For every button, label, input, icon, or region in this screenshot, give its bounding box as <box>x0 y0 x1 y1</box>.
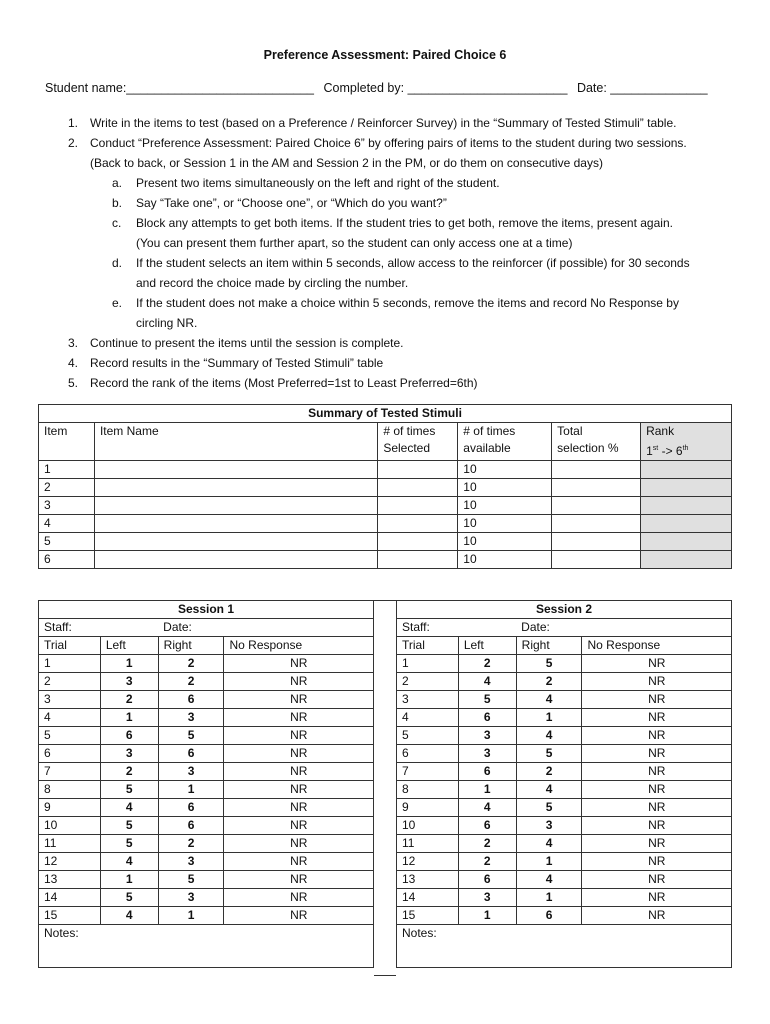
trial-row <box>39 907 374 925</box>
trial-nr[interactable]: NR <box>582 781 732 799</box>
substep-text: Block any attempts to get both items. If the student tries to get both, remove the items, present again. <box>136 216 673 230</box>
trial-nr[interactable]: NR <box>224 655 374 673</box>
col-rank: Rank <box>641 423 732 441</box>
trial-row <box>397 817 732 835</box>
trial-right[interactable]: 6 <box>516 907 582 925</box>
trial-row <box>397 835 732 853</box>
trial-trial: 3 <box>397 691 459 709</box>
trial-trial: 15 <box>39 907 101 925</box>
trial-nr[interactable]: NR <box>582 673 732 691</box>
col-item-name-cont <box>94 440 377 461</box>
trial-right[interactable]: 4 <box>516 691 582 709</box>
trial-left[interactable]: 3 <box>458 745 516 763</box>
trial-trial: 13 <box>39 871 101 889</box>
trial-right[interactable]: 4 <box>516 727 582 745</box>
trial-left[interactable]: 5 <box>100 781 158 799</box>
step-text: Conduct “Preference Assessment: Paired Choice 6” by offering pairs of items to the student during two sessions. <box>90 136 687 150</box>
trial-right[interactable]: 2 <box>158 835 224 853</box>
trial-nr[interactable]: NR <box>224 817 374 835</box>
substep-text: Say “Take one”, or “Choose one”, or “Which do you want?” <box>136 196 447 210</box>
times-selected-cell[interactable] <box>378 479 458 497</box>
trial-row <box>397 727 732 745</box>
trial-nr[interactable]: NR <box>582 709 732 727</box>
session-1-date[interactable]: Date: <box>158 619 373 637</box>
total-selection-cell[interactable] <box>552 533 641 551</box>
col-item-cont <box>39 440 95 461</box>
trial-trial: 1 <box>397 655 459 673</box>
trial-nr[interactable]: NR <box>582 655 732 673</box>
trial-nr[interactable]: NR <box>582 889 732 907</box>
col-left: Left <box>458 637 516 655</box>
trial-left[interactable]: 3 <box>458 727 516 745</box>
trial-nr[interactable]: NR <box>224 709 374 727</box>
col-rank-range <box>641 440 732 461</box>
trial-trial: 10 <box>397 817 459 835</box>
trial-trial: 6 <box>397 745 459 763</box>
trial-left[interactable]: 2 <box>100 691 158 709</box>
trial-right[interactable]: 6 <box>158 745 224 763</box>
rank-cell[interactable] <box>641 461 732 479</box>
item: 3 <box>39 497 95 515</box>
col-item: Item <box>39 423 95 441</box>
trial-row <box>39 727 374 745</box>
trial-trial: 5 <box>397 727 459 745</box>
trial-right[interactable]: 1 <box>158 781 224 799</box>
trial-left[interactable]: 6 <box>458 817 516 835</box>
session-2-title: Session 2 <box>397 601 732 619</box>
trial-trial: 10 <box>39 817 101 835</box>
trial-right[interactable]: 5 <box>158 727 224 745</box>
instruction-step <box>40 133 740 153</box>
trial-right[interactable]: 3 <box>158 763 224 781</box>
times-available: 10 <box>458 515 552 533</box>
trial-trial: 5 <box>39 727 101 745</box>
substep-letter: c. <box>112 216 122 230</box>
substep-letter: e. <box>112 296 123 310</box>
trial-right[interactable]: 3 <box>158 853 224 871</box>
trial-row <box>39 673 374 691</box>
trial-right[interactable]: 1 <box>516 709 582 727</box>
step-text: Continue to present the items until the session is complete. <box>90 336 404 350</box>
substep-text: (You can present them further apart, so the student can only access one at a time) <box>136 236 573 250</box>
trial-row <box>397 691 732 709</box>
rank-cell[interactable] <box>641 551 732 569</box>
substep-letter: d. <box>112 256 123 270</box>
trial-row <box>397 655 732 673</box>
trial-right[interactable]: 6 <box>158 691 224 709</box>
substep-text: circling NR. <box>136 316 198 330</box>
trial-right[interactable]: 1 <box>516 853 582 871</box>
col-left: Left <box>100 637 158 655</box>
trial-trial: 8 <box>397 781 459 799</box>
instruction-substep-cont <box>40 233 740 253</box>
col-no-response: No Response <box>224 637 374 655</box>
col-total-cont: selection % <box>552 440 641 461</box>
trial-trial: 12 <box>39 853 101 871</box>
trial-left[interactable]: 6 <box>458 709 516 727</box>
trial-trial: 8 <box>39 781 101 799</box>
trial-left[interactable]: 4 <box>100 853 158 871</box>
session-2-staff[interactable]: Staff: <box>397 619 517 637</box>
header-fields <box>45 81 735 95</box>
step-number: 5. <box>68 376 79 390</box>
trial-row <box>39 817 374 835</box>
session-2-notes[interactable]: Notes: <box>397 925 732 968</box>
total-selection-cell[interactable] <box>552 515 641 533</box>
trial-nr[interactable]: NR <box>582 745 732 763</box>
trial-nr[interactable]: NR <box>582 871 732 889</box>
trial-right[interactable]: 5 <box>516 655 582 673</box>
trial-right[interactable]: 1 <box>516 889 582 907</box>
trial-left[interactable]: 6 <box>100 727 158 745</box>
substep-text: If the student selects an item within 5 seconds, allow access to the reinforcer (if possible) for 30 seconds <box>136 256 690 270</box>
trial-nr[interactable]: NR <box>582 727 732 745</box>
summary-row <box>39 533 732 551</box>
times-selected-cell[interactable] <box>378 461 458 479</box>
step-number: 4. <box>68 356 79 370</box>
trial-nr[interactable]: NR <box>224 907 374 925</box>
total-selection-cell[interactable] <box>552 551 641 569</box>
col-selected-cont: Selected <box>378 440 458 461</box>
instruction-substep-cont <box>40 273 740 293</box>
col-right: Right <box>516 637 582 655</box>
trial-trial: 15 <box>397 907 459 925</box>
col-no-response: No Response <box>582 637 732 655</box>
summary-row <box>39 479 732 497</box>
substep-letter: b. <box>112 196 123 210</box>
trial-nr[interactable]: NR <box>582 763 732 781</box>
trial-trial: 9 <box>39 799 101 817</box>
col-right: Right <box>158 637 224 655</box>
trial-nr[interactable]: NR <box>582 835 732 853</box>
trial-left[interactable]: 6 <box>458 871 516 889</box>
instructions <box>40 113 740 393</box>
trial-row <box>397 763 732 781</box>
trial-left[interactable]: 3 <box>100 745 158 763</box>
trial-trial: 4 <box>397 709 459 727</box>
trial-trial: 14 <box>39 889 101 907</box>
trial-row <box>397 745 732 763</box>
item-name-cell[interactable] <box>94 479 377 497</box>
instruction-step <box>40 113 740 133</box>
instruction-step <box>40 353 740 373</box>
trial-row <box>397 673 732 691</box>
times-available: 10 <box>458 551 552 569</box>
trial-nr[interactable]: NR <box>224 853 374 871</box>
trial-right[interactable]: 3 <box>158 709 224 727</box>
rank-cell[interactable] <box>641 515 732 533</box>
summary-row <box>39 497 732 515</box>
trial-left[interactable]: 5 <box>100 835 158 853</box>
trial-nr[interactable]: NR <box>224 763 374 781</box>
trial-nr[interactable]: NR <box>224 781 374 799</box>
total-selection-cell[interactable] <box>552 461 641 479</box>
trial-right[interactable]: 2 <box>158 655 224 673</box>
step-number: 2. <box>68 136 79 150</box>
rank-first: 1 <box>646 444 653 458</box>
item-name-cell[interactable] <box>94 551 377 569</box>
trial-left[interactable]: 4 <box>100 799 158 817</box>
times-available: 10 <box>458 497 552 515</box>
trial-row <box>397 907 732 925</box>
trial-row <box>397 853 732 871</box>
times-selected-cell[interactable] <box>378 533 458 551</box>
trial-row <box>39 853 374 871</box>
trial-trial: 14 <box>397 889 459 907</box>
step-text: Write in the items to test (based on a Preference / Reinforcer Survey) in the “Summary of Tested Stimuli” table. <box>90 116 677 130</box>
trial-left[interactable]: 5 <box>100 889 158 907</box>
trial-row <box>397 799 732 817</box>
times-available: 10 <box>458 461 552 479</box>
instruction-step <box>40 373 740 393</box>
trial-trial: 11 <box>397 835 459 853</box>
summary-row <box>39 515 732 533</box>
trial-left[interactable]: 4 <box>458 799 516 817</box>
trial-nr[interactable]: NR <box>582 691 732 709</box>
item: 1 <box>39 461 95 479</box>
col-selected: # of times <box>378 423 458 441</box>
trial-right[interactable]: 2 <box>158 673 224 691</box>
rank-cell[interactable] <box>641 479 732 497</box>
session-1-title: Session 1 <box>39 601 374 619</box>
trial-nr[interactable]: NR <box>224 889 374 907</box>
trial-trial: 12 <box>397 853 459 871</box>
trial-left[interactable]: 3 <box>100 673 158 691</box>
trial-nr[interactable]: NR <box>224 727 374 745</box>
instruction-substep <box>40 213 740 233</box>
trial-left[interactable]: 1 <box>458 907 516 925</box>
trial-right[interactable]: 2 <box>516 763 582 781</box>
trial-row <box>39 763 374 781</box>
trial-right[interactable]: 3 <box>158 889 224 907</box>
trial-right[interactable]: 3 <box>516 817 582 835</box>
trial-trial: 7 <box>397 763 459 781</box>
trial-row <box>39 835 374 853</box>
trial-left[interactable]: 1 <box>100 871 158 889</box>
trial-right[interactable]: 5 <box>516 745 582 763</box>
item: 6 <box>39 551 95 569</box>
times-available: 10 <box>458 533 552 551</box>
instruction-substep <box>40 253 740 273</box>
trial-trial: 4 <box>39 709 101 727</box>
session-1-staff[interactable]: Staff: <box>39 619 159 637</box>
trial-nr[interactable]: NR <box>224 691 374 709</box>
trial-right[interactable]: 6 <box>158 817 224 835</box>
instruction-substep <box>40 193 740 213</box>
times-selected-cell[interactable] <box>378 497 458 515</box>
trial-left[interactable]: 2 <box>458 655 516 673</box>
trial-right[interactable]: 6 <box>158 799 224 817</box>
trial-row <box>39 889 374 907</box>
summary-row <box>39 461 732 479</box>
trial-left[interactable]: 3 <box>458 889 516 907</box>
student-name-field[interactable]: Student name:___________________________ <box>45 81 315 95</box>
trial-nr[interactable]: NR <box>224 673 374 691</box>
trial-row <box>39 799 374 817</box>
trial-row <box>39 781 374 799</box>
step-text: (Back to back, or Session 1 in the AM and Session 2 in the PM, or do them on consecutive days) <box>90 156 603 170</box>
trial-right[interactable]: 4 <box>516 781 582 799</box>
trial-left[interactable]: 5 <box>100 817 158 835</box>
trial-row <box>39 655 374 673</box>
instruction-step-cont <box>40 153 740 173</box>
trial-nr[interactable]: NR <box>582 799 732 817</box>
session-gap <box>374 600 396 976</box>
trial-left[interactable]: 1 <box>100 709 158 727</box>
trial-trial: 2 <box>397 673 459 691</box>
col-item-name: Item Name <box>94 423 377 441</box>
instruction-substep <box>40 293 740 313</box>
times-selected-cell[interactable] <box>378 551 458 569</box>
trial-row <box>397 871 732 889</box>
rank-last-sup: th <box>682 445 689 452</box>
step-number: 1. <box>68 116 79 130</box>
session-2-table <box>396 600 732 968</box>
trial-row <box>39 745 374 763</box>
trial-trial: 11 <box>39 835 101 853</box>
step-number: 3. <box>68 336 79 350</box>
item: 4 <box>39 515 95 533</box>
rank-first-sup: st <box>652 445 659 452</box>
trial-row <box>39 691 374 709</box>
trial-nr[interactable]: NR <box>224 835 374 853</box>
trial-trial: 7 <box>39 763 101 781</box>
session-2-date[interactable]: Date: <box>516 619 731 637</box>
trial-trial: 2 <box>39 673 101 691</box>
step-text: Record the rank of the items (Most Preferred=1st to Least Preferred=6th) <box>90 376 478 390</box>
rank-cell[interactable] <box>641 497 732 515</box>
trial-left[interactable]: 4 <box>458 673 516 691</box>
trial-row <box>397 709 732 727</box>
trial-trial: 13 <box>397 871 459 889</box>
substep-text: and record the choice made by circling the number. <box>136 276 409 290</box>
trial-left[interactable]: 2 <box>458 835 516 853</box>
trial-row <box>39 709 374 727</box>
substep-text: Present two items simultaneously on the left and right of the student. <box>136 176 500 190</box>
session-1-notes[interactable]: Notes: <box>39 925 374 968</box>
item-name-cell[interactable] <box>94 515 377 533</box>
trial-trial: 6 <box>39 745 101 763</box>
trial-left[interactable]: 1 <box>458 781 516 799</box>
col-trial: Trial <box>397 637 459 655</box>
item-name-cell[interactable] <box>94 533 377 551</box>
trial-right[interactable]: 5 <box>516 799 582 817</box>
col-available-cont: available <box>458 440 552 461</box>
rank-cell[interactable] <box>641 533 732 551</box>
item: 5 <box>39 533 95 551</box>
trial-left[interactable]: 4 <box>100 907 158 925</box>
session-1-table <box>38 600 374 968</box>
trial-trial: 3 <box>39 691 101 709</box>
trial-nr[interactable]: NR <box>224 871 374 889</box>
trial-nr[interactable]: NR <box>582 907 732 925</box>
substep-letter: a. <box>112 176 123 190</box>
trial-nr[interactable]: NR <box>224 745 374 763</box>
summary-row <box>39 551 732 569</box>
trial-right[interactable]: 2 <box>516 673 582 691</box>
trial-nr[interactable]: NR <box>224 799 374 817</box>
item: 2 <box>39 479 95 497</box>
trial-row <box>397 781 732 799</box>
total-selection-cell[interactable] <box>552 479 641 497</box>
rank-arrow: -> 6 <box>658 444 683 458</box>
substep-text: If the student does not make a choice within 5 seconds, remove the items and record No Response by <box>136 296 679 310</box>
page-title: Preference Assessment: Paired Choice 6 <box>263 48 507 62</box>
trial-trial: 1 <box>39 655 101 673</box>
item-name-cell[interactable] <box>94 461 377 479</box>
trial-row <box>397 889 732 907</box>
times-available: 10 <box>458 479 552 497</box>
trial-row <box>39 871 374 889</box>
col-total: Total <box>552 423 641 441</box>
trial-nr[interactable]: NR <box>582 853 732 871</box>
trial-trial: 9 <box>397 799 459 817</box>
instruction-substep-cont <box>40 313 740 333</box>
date-field[interactable]: Date: ______________ <box>576 81 708 95</box>
completed-by-field[interactable]: Completed by: _______________________ <box>323 81 568 95</box>
trial-right[interactable]: 4 <box>516 835 582 853</box>
trial-left[interactable]: 2 <box>458 853 516 871</box>
step-text: Record results in the “Summary of Tested Stimuli” table <box>90 356 384 370</box>
trial-right[interactable]: 1 <box>158 907 224 925</box>
trial-left[interactable]: 2 <box>100 763 158 781</box>
total-selection-cell[interactable] <box>552 497 641 515</box>
times-selected-cell[interactable] <box>378 515 458 533</box>
col-available: # of times <box>458 423 552 441</box>
trial-nr[interactable]: NR <box>582 817 732 835</box>
trial-right[interactable]: 5 <box>158 871 224 889</box>
trial-right[interactable]: 4 <box>516 871 582 889</box>
instruction-step <box>40 333 740 353</box>
summary-table <box>38 404 732 569</box>
col-trial: Trial <box>39 637 101 655</box>
item-name-cell[interactable] <box>94 497 377 515</box>
trial-left[interactable]: 1 <box>100 655 158 673</box>
instruction-substep <box>40 173 740 193</box>
trial-left[interactable]: 6 <box>458 763 516 781</box>
summary-title: Summary of Tested Stimuli <box>39 405 732 423</box>
trial-left[interactable]: 5 <box>458 691 516 709</box>
